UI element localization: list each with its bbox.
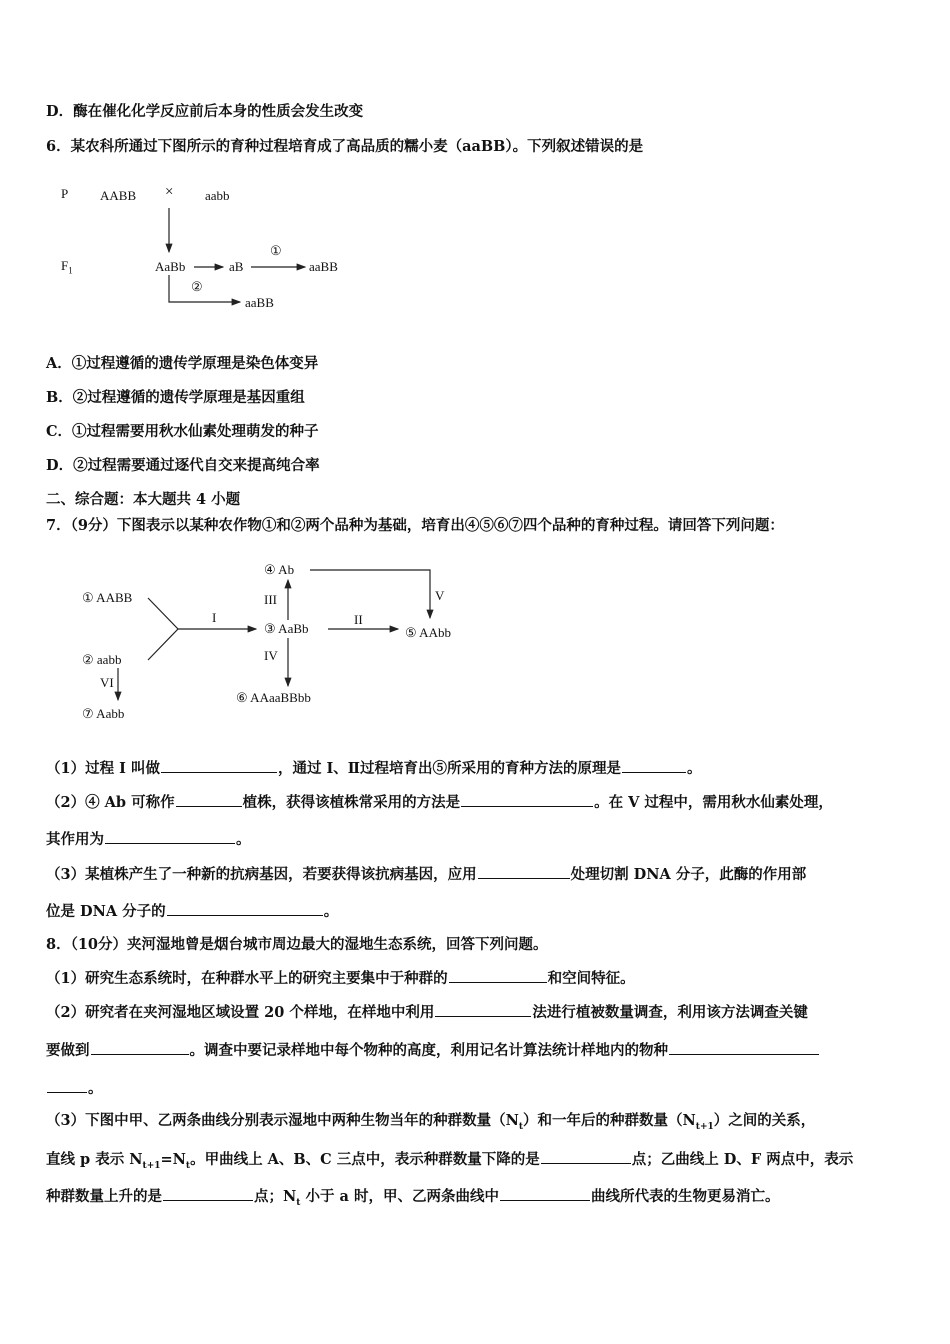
section-heading: 二、综合题：本大题共 4 小题 [46,491,241,508]
q8-part2-cont: 要做到 。调查中要记录样地中每个物种的高度，利用记名计算法统计样地内的物种 [46,1040,912,1061]
q6-option-b: B．②过程遵循的遗传学原理是基因重组 [46,389,305,406]
q7-label-v: V [435,588,445,603]
q6-result1: aaBB [309,259,338,274]
q6-parent1: AABB [100,188,137,203]
q8-blank6[interactable] [163,1186,253,1201]
q6-arrow-step2 [169,275,240,302]
q7-label-ii: II [354,612,363,627]
q6-stem: 6．某农科所通过下图所示的育种过程培育成了高品质的糯小麦（aaBB）。下列叙述错误的是 [46,138,644,155]
q7-node2: ② aabb [82,652,122,667]
q8-part3-cont2: 种群数量上升的是 点；$N_t$ 小于 a 时，甲、乙两条曲线中 曲线所代表的生物更易消亡。 [46,1188,780,1208]
q7-stem: 7．（9分）下图表示以某种农作物①和②两个品种为基础，培育出④⑤⑥⑦四个品种的育种过程。请回答下列问题： [46,517,784,534]
q8-blank4[interactable] [669,1040,819,1055]
q7-blank5[interactable] [105,829,235,844]
q7-node7: ⑦ Aabb [82,706,125,721]
q7-blank7[interactable] [167,901,323,916]
q6-option-c: C．①过程需要用秋水仙素处理萌发的种子 [46,423,319,440]
q8-blank5[interactable] [541,1149,631,1164]
q7-blank6[interactable] [478,864,570,879]
q5-option-d: D．酶在催化化学反应前后本身的性质会发生改变 [46,103,364,120]
q6-option-a: A．①过程遵循的遗传学原理是染色体变异 [46,355,319,372]
q6-step2-label: ② [191,279,203,294]
q7-label-vi: VI [100,675,114,690]
q6-gamete: aB [229,259,244,274]
q8-part3-cont: 直线 p 表示 $N_{t+1}=N_t$。甲曲线上 A、B、C 三点中，表示种群数量下降的是 点；乙曲线上 D、F 两点中，表示 [46,1151,854,1171]
q7-blank4[interactable] [461,792,593,807]
q7-blank1[interactable] [161,758,277,773]
q7-label-iii: III [264,592,277,607]
q7-label-i: I [212,610,217,625]
q6-parent2: aabb [205,188,230,203]
q6-arrows [55,178,355,318]
q7-part2: （2）④ Ab 可称作 植株，获得该植株常采用的方法是 。在 V 过程中，需用秋水仙素处理， [46,794,833,811]
q8-part2-cont2: 。 [46,1078,912,1099]
q6-option-d: D．②过程需要通过逐代自交来提高纯合率 [46,457,320,474]
q7-node3: ③ AaBb [264,621,309,636]
q8-blank7[interactable] [500,1186,590,1201]
q6-hybrid: AaBb [155,259,186,274]
q7-part2-cont: 其作用为 。 [46,831,251,848]
q7-label-iv: IV [264,648,278,663]
q8-blank2[interactable] [435,1002,531,1017]
q8-part1: （1）研究生态系统时，在种群水平上的研究主要集中于种群的 和空间特征。 [46,970,635,987]
q8-part2: （2）研究者在夹河湿地区域设置 20 个样地，在样地中利用 法进行植被数量调查，利用该方法调查关键 [46,1004,808,1021]
q8-stem: 8．（10分）夹河湿地曾是烟台城市周边最大的湿地生态系统，回答下列问题。 [46,936,548,953]
q7-node5: ⑤ AAbb [405,625,451,640]
q6-cross-symbol: × [165,184,174,200]
q8-part3: （3）下图中甲、乙两条曲线分别表示湿地中两种生物当年的种群数量$(N_t)$和一年后的种群数量$(N_{t+1})$之间的关系， [46,1112,816,1132]
q7-part3: （3）某植株产生了一种新的抗病基因，若要获得该抗病基因，应用 处理切割 DNA 分子，此酶的作用部 [46,866,807,883]
q7-blank2[interactable] [622,758,686,773]
q6-p-label: P [61,186,69,201]
q6-diagram [55,178,355,318]
q7-arrow-v [310,570,430,618]
q7-part1: （1）过程 I 叫做 ，通过 I、Ⅱ过程培育出⑤所采用的育种方法的原理是 。 [46,760,702,777]
q8-blank1[interactable] [449,968,547,983]
q7-blank3[interactable] [176,792,242,807]
q7-diagram [78,558,478,728]
q7-node4: ④ Ab [264,562,295,577]
q7-part3-cont: 位是 DNA 分子的 。 [46,903,339,920]
q6-step1-label: ① [270,243,282,258]
q7-node1: ① AABB [82,590,133,605]
q8-blank3[interactable] [91,1040,189,1055]
q7-node6: ⑥ AAaaBBbb [236,690,311,705]
q7-arrows [78,558,478,728]
q6-result2: aaBB [245,295,274,310]
q8-blank4-cont[interactable] [47,1078,87,1093]
q6-f1-label: $F_1$ [61,258,73,276]
